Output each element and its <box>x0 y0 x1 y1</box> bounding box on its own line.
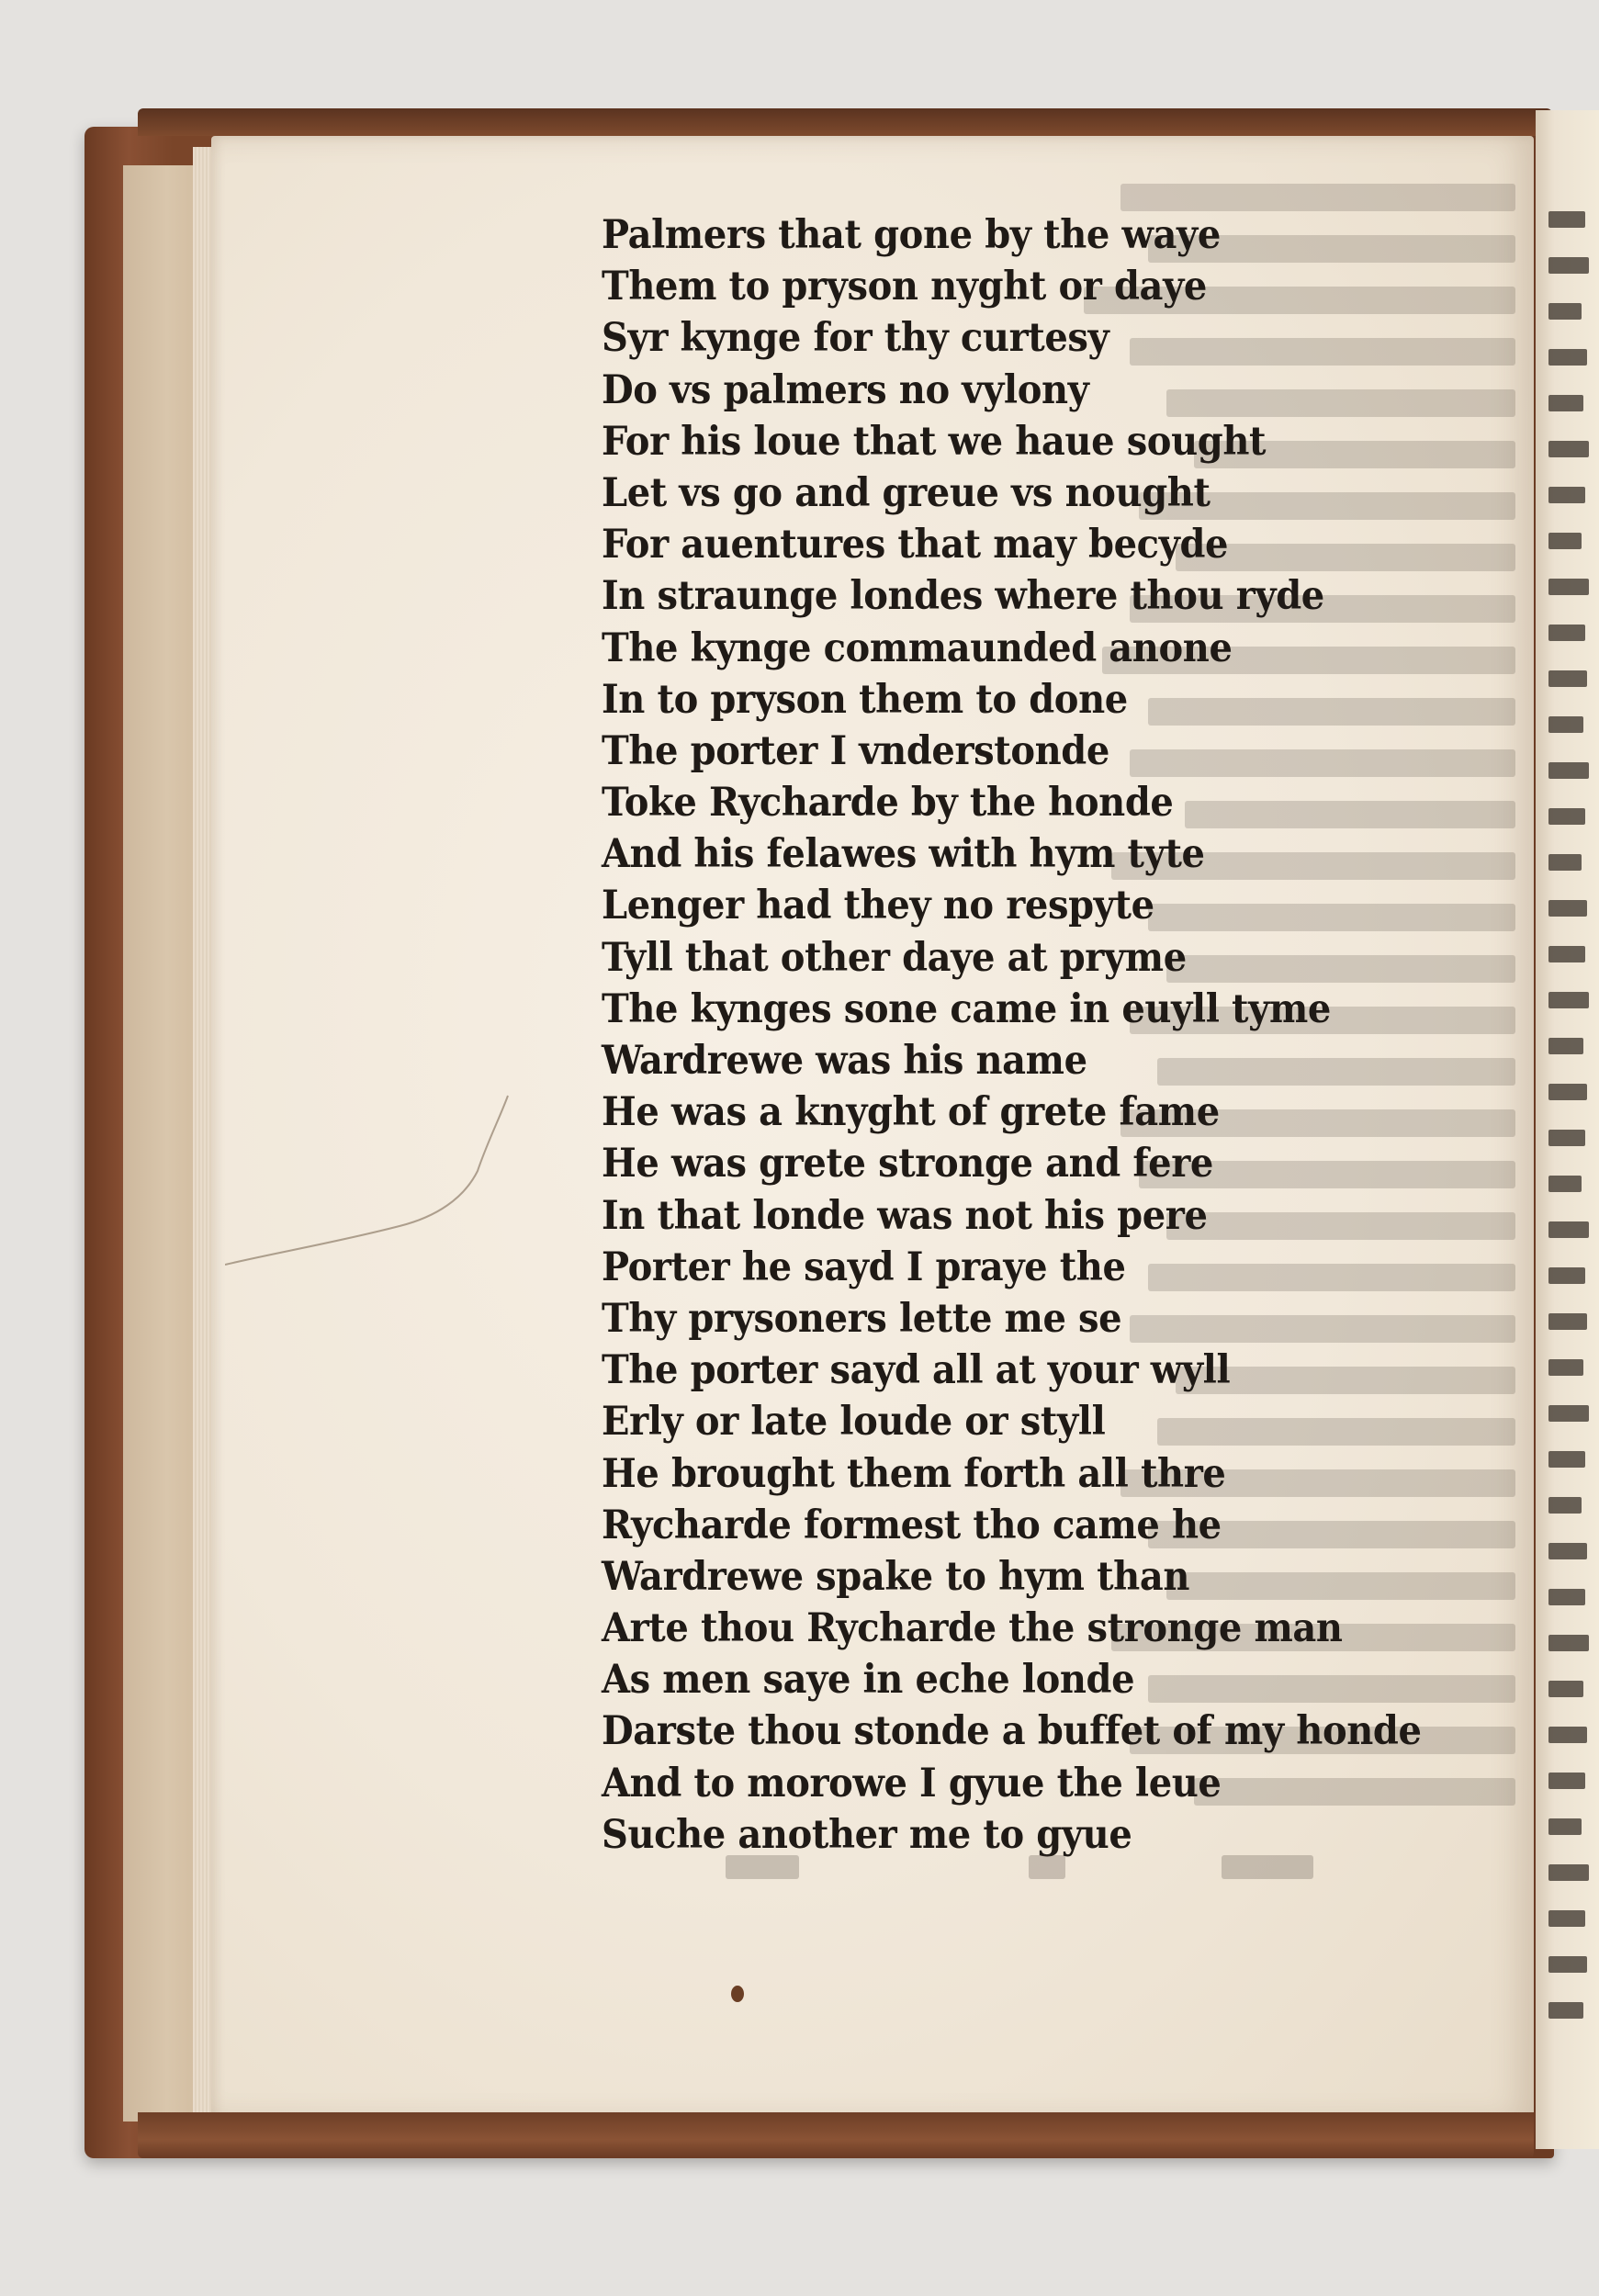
verse-line: Do vs palmers no vylony <box>602 366 1089 413</box>
verse-line: The porter sayd all at your wyll <box>602 1346 1231 1393</box>
verse-line: Darste thou stonde a buffet of my honde <box>602 1707 1422 1755</box>
verse-line: For auentures that may becyde <box>602 521 1229 568</box>
verse-line: Wardrewe was his name <box>602 1037 1087 1084</box>
verse-line: In straunge londes where thou ryde <box>602 572 1324 620</box>
verse-line: Wardrewe spake to hym than <box>602 1552 1190 1600</box>
verse-line: Arte thou Rycharde the stronge man <box>602 1604 1343 1651</box>
verse-line: Toke Rycharde by the honde <box>602 779 1174 826</box>
verse-line: Palmers that gone by the waye <box>602 211 1221 258</box>
foot-show-through <box>726 1855 1442 1892</box>
verse-line: Let vs go and greue vs nought <box>602 469 1211 516</box>
verse-line: Syr kynge for thy curtesy <box>602 314 1109 362</box>
verse-line: As men saye in eche londe <box>602 1656 1135 1704</box>
verse-line: The porter I vnderstonde <box>602 726 1109 774</box>
verse-line: And his felawes with hym tyte <box>602 830 1205 878</box>
verse-line: Them to pryson nyght or daye <box>602 263 1207 310</box>
page-tear-line <box>225 1088 510 1272</box>
ink-spot <box>731 1986 744 2002</box>
verse-line: Erly or late loude or styll <box>602 1398 1106 1446</box>
verse-line: And to morowe I gyue the leue <box>602 1759 1222 1806</box>
verse-line: Porter he sayd I praye the <box>602 1243 1126 1290</box>
verse-line: Thy prysoners lette me se <box>602 1295 1122 1342</box>
verse-text-block <box>602 209 1428 1861</box>
verse-line: In that londe was not his pere <box>602 1191 1208 1239</box>
verse-line: For his loue that we haue sought <box>602 417 1267 465</box>
cover-top-edge <box>138 108 1552 136</box>
facing-page-edge <box>1536 110 1599 2149</box>
verse-line: Lenger had they no respyte <box>602 882 1154 929</box>
verse-line: Tyll that other daye at pryme <box>602 933 1187 981</box>
verse-line: Rycharde formest tho came he <box>602 1501 1222 1548</box>
cover-bottom-edge <box>138 2112 1534 2158</box>
verse-line: He was grete stronge and fere <box>602 1140 1213 1187</box>
verse-line: Suche another me to gyue <box>602 1810 1132 1858</box>
verse-line: He brought them forth all thre <box>602 1449 1226 1497</box>
verse-line: He was a knyght of grete fame <box>602 1088 1220 1136</box>
verse-line: The kynge commaunded anone <box>602 624 1233 671</box>
verse-line: The kynges sone came in euyll tyme <box>602 985 1331 1032</box>
verse-line: In to pryson them to done <box>602 675 1128 723</box>
